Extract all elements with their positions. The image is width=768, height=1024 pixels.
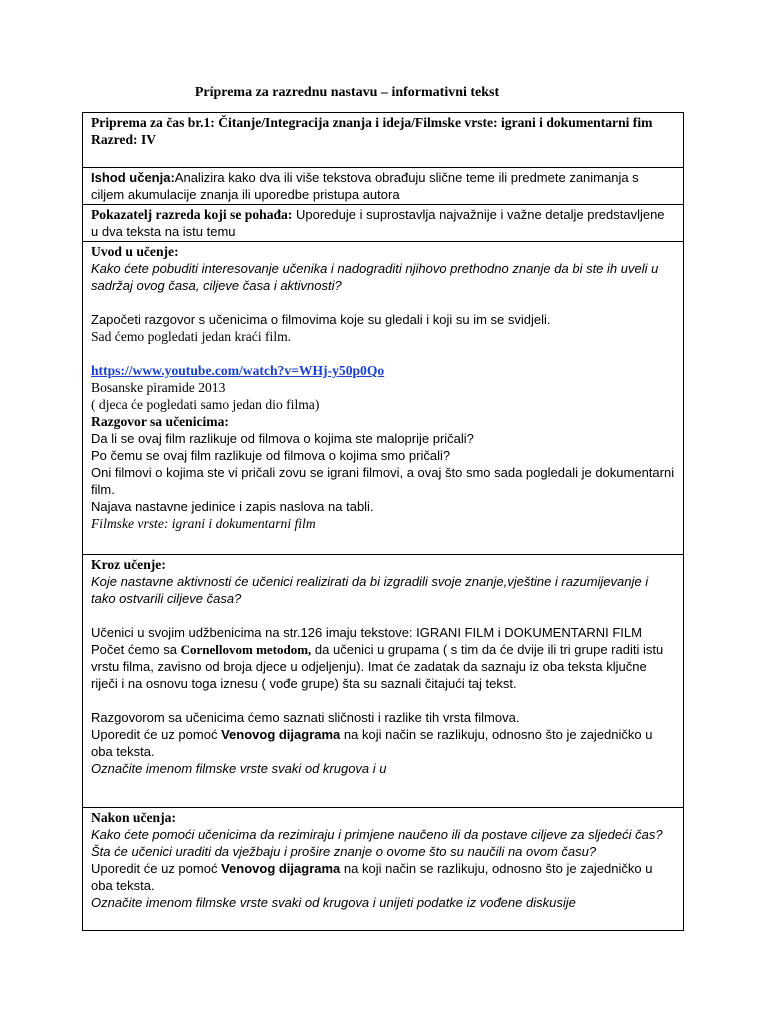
cornell-method: Cornellovom metodom,	[180, 642, 312, 657]
row-intro	[83, 242, 684, 555]
through-p2: Počet ćemo sa Cornellovom metodom, da učenici u grupama ( s tim da će dvije ili tri grupe raditi istu vrstu filma, zavisno od broja djece u odjeljenju). Imat će zadatak da saznaju iz oba teksta ključne riječi i na osnovu toga iznesu ( vođe grupe) šta su saznali čitajući taj tekst.	[91, 642, 664, 691]
indicator-text: Uporeduje i suprostavlja najvažnije i važne detalje predstavljene u dva teksta na istu temu	[91, 207, 665, 239]
question-1: Da li se ovaj film razlikuje od filmova o kojima ste maloprije pričali?	[91, 431, 474, 446]
film-note: ( djeca će pogledati samo jedan dio filma)	[91, 397, 320, 412]
question-4: Najava nastavne jedinice i zapis naslova na tabli.	[91, 499, 374, 514]
row-after	[83, 808, 684, 931]
after-prompt-2: Šta će učenici uraditi da vježbaju i prošire znanje o ovome što su naučili na ovom času?	[91, 844, 597, 859]
intro-line-2: Sad ćemo pogledati jedan kraći film.	[91, 329, 292, 344]
row-outcome	[83, 168, 684, 205]
cell-after	[83, 808, 684, 931]
through-p3: Razgovorom sa učenicima ćemo saznati sličnosti i razlike tih vrsta filmova.	[91, 710, 520, 725]
cell-header	[83, 113, 684, 168]
intro-prompt: Kako ćete pobuditi interesovanje učenika i nadograditi njihovo prethodno znanje da bi ste ih uveli u sadržaj ovog časa, ciljeve časa i aktivnosti?	[91, 261, 659, 293]
cell-indicator	[83, 205, 684, 242]
row-indicator	[83, 205, 684, 242]
after-heading: Nakon učenja:	[91, 810, 176, 825]
talk-heading: Razgovor sa učenicima:	[91, 414, 229, 429]
lesson-prep-table	[82, 112, 684, 931]
row-through	[83, 555, 684, 808]
after-p2: Označite imenom filmske vrste svaki od krugova i unijeti podatke iz vođene diskusije	[91, 895, 576, 910]
intro-line-1: Započeti razgovor s učenicima o filmovima koje su gledali i koji su im se svidjeli.	[91, 312, 551, 327]
intro-heading: Uvod u učenje:	[91, 244, 179, 259]
through-p5: Označite imenom filmske vrste svaki od krugova i u	[91, 761, 387, 776]
question-2: Po čemu se ovaj film razlikuje od filmova o kojima smo pričali?	[91, 448, 451, 463]
board-title: Filmske vrste: igrani i dokumentarni film	[91, 516, 316, 531]
prep-label: Priprema za čas br.1: Čitanje/Integracija znanja i ideja/Filmske vrste: igrani i dokumentarni fim	[91, 115, 653, 130]
through-p4: Uporedit će uz pomoć Venovog dijagrama na koji način se razlikuju, odnosno što je zajedničko u oba teksta.	[91, 727, 653, 759]
through-heading: Kroz učenje:	[91, 557, 166, 572]
question-3: Oni filmovi o kojima ste vi pričali zovu se igrani filmovi, a ovaj što smo sada pogledali je dokumentarni film.	[91, 465, 675, 497]
document-title: Príprema za razrednu nastavu – informativni tekst	[194, 85, 500, 100]
row-header	[83, 113, 684, 168]
after-p1: Uporedit će uz pomoć Venovog dijagrama na koji način se razlikuju, odnosno što je zajedničko u oba teksta.	[91, 861, 653, 893]
grade-label: Razred: IV	[91, 132, 157, 147]
outcome-text: Analizira kako dva ili više tekstova obrađuju slične teme ili predmete zanimanja s ciljem akumulacije znanja ili uporedbe pristupa autora	[91, 170, 639, 202]
indicator-label: Pokazatelj razreda koji se pohađa:	[91, 207, 293, 222]
venn-diagram-2: Venovog dijagrama	[221, 861, 341, 876]
outcome-label: Ishod učenja:	[91, 170, 175, 185]
cell-intro	[83, 242, 684, 555]
youtube-link[interactable]: https://www.youtube.com/watch?v=WHj-y50p0Qo	[91, 363, 385, 378]
film-title: Bosanske piramide 2013	[91, 380, 226, 395]
cell-through	[83, 555, 684, 808]
through-prompt: Koje nastavne aktivnosti će učenici realizirati da bi izgradili svoje znanje,vještine i razumijevanje i tako ostvarili ciljeve časa?	[91, 574, 649, 606]
after-prompt-1: Kako ćete pomoći učenicima da rezimiraju i primjene naučeno ili da postave ciljeve za sljedeći čas?	[91, 827, 663, 842]
through-p1: Učenici u svojim udžbenicima na str.126 imaju tekstove: IGRANI FILM i DOKUMENTARNI FILM	[91, 625, 642, 640]
venn-diagram: Venovog dijagrama	[221, 727, 341, 742]
cell-outcome	[83, 168, 684, 205]
